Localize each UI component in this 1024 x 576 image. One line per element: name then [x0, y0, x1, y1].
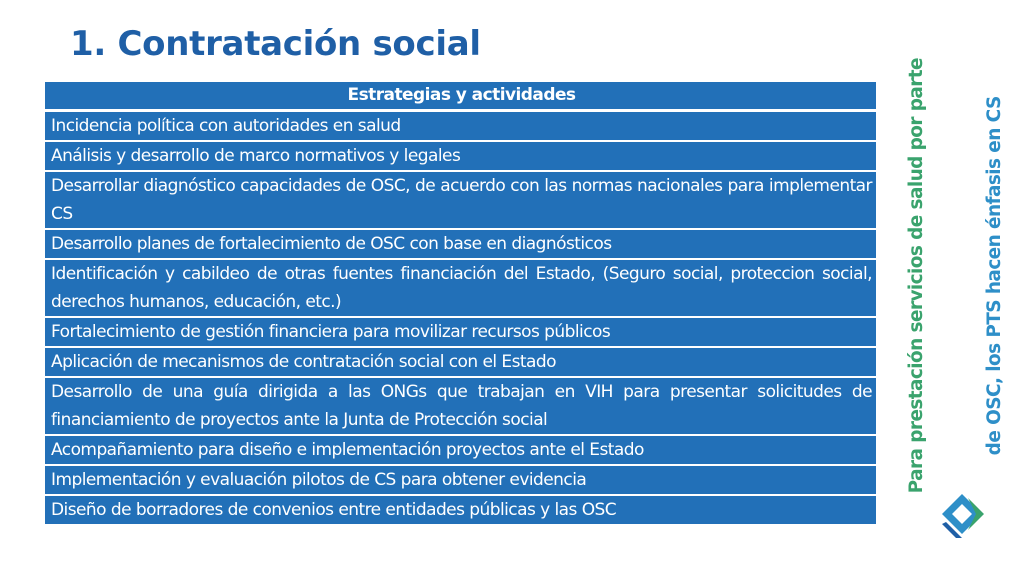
side-note-line2: de OSC, los PTS hacen énfasis en CS — [984, 96, 1005, 456]
strategies-table — [45, 82, 876, 526]
table-row: Desarrollo planes de fortalecimiento de OSC con base en diagnósticos — [45, 230, 876, 258]
table-row: Diseño de borradores de convenios entre entidades públicas y las OSC — [45, 496, 876, 524]
table-row: Identificación y cabildeo de otras fuentes financiación del Estado, (Seguro social, proteccion social, derechos humanos, educación, etc.) — [45, 260, 876, 316]
table-row: Aplicación de mecanismos de contratación social con el Estado — [45, 348, 876, 376]
table-row: Acompañamiento para diseño e implementación proyectos ante el Estado — [45, 436, 876, 464]
chevron-logo-icon — [938, 492, 986, 540]
page-title: 1. Contratación social — [70, 24, 481, 64]
table-row: Desarrollar diagnóstico capacidades de OSC, de acuerdo con las normas nacionales para implementar CS — [45, 172, 876, 228]
side-note — [906, 58, 1005, 494]
table-row: Análisis y desarrollo de marco normativos y legales — [45, 142, 876, 170]
table-header: Estrategias y actividades — [45, 82, 876, 109]
table-row: Implementación y evaluación pilotos de CS para obtener evidencia — [45, 466, 876, 494]
table-row: Fortalecimiento de gestión financiera para movilizar recursos públicos — [45, 318, 876, 346]
side-note-text — [852, 58, 1024, 493]
table-row: Desarrollo de una guía dirigida a las ONGs que trabajan en VIH para presentar solicitudes de financiamiento de proyectos ante la Junta de Protección social — [45, 378, 876, 434]
table-row: Incidencia política con autoridades en salud — [45, 112, 876, 140]
side-note-line1: Para prestación servicios de salud por parte — [906, 58, 927, 494]
